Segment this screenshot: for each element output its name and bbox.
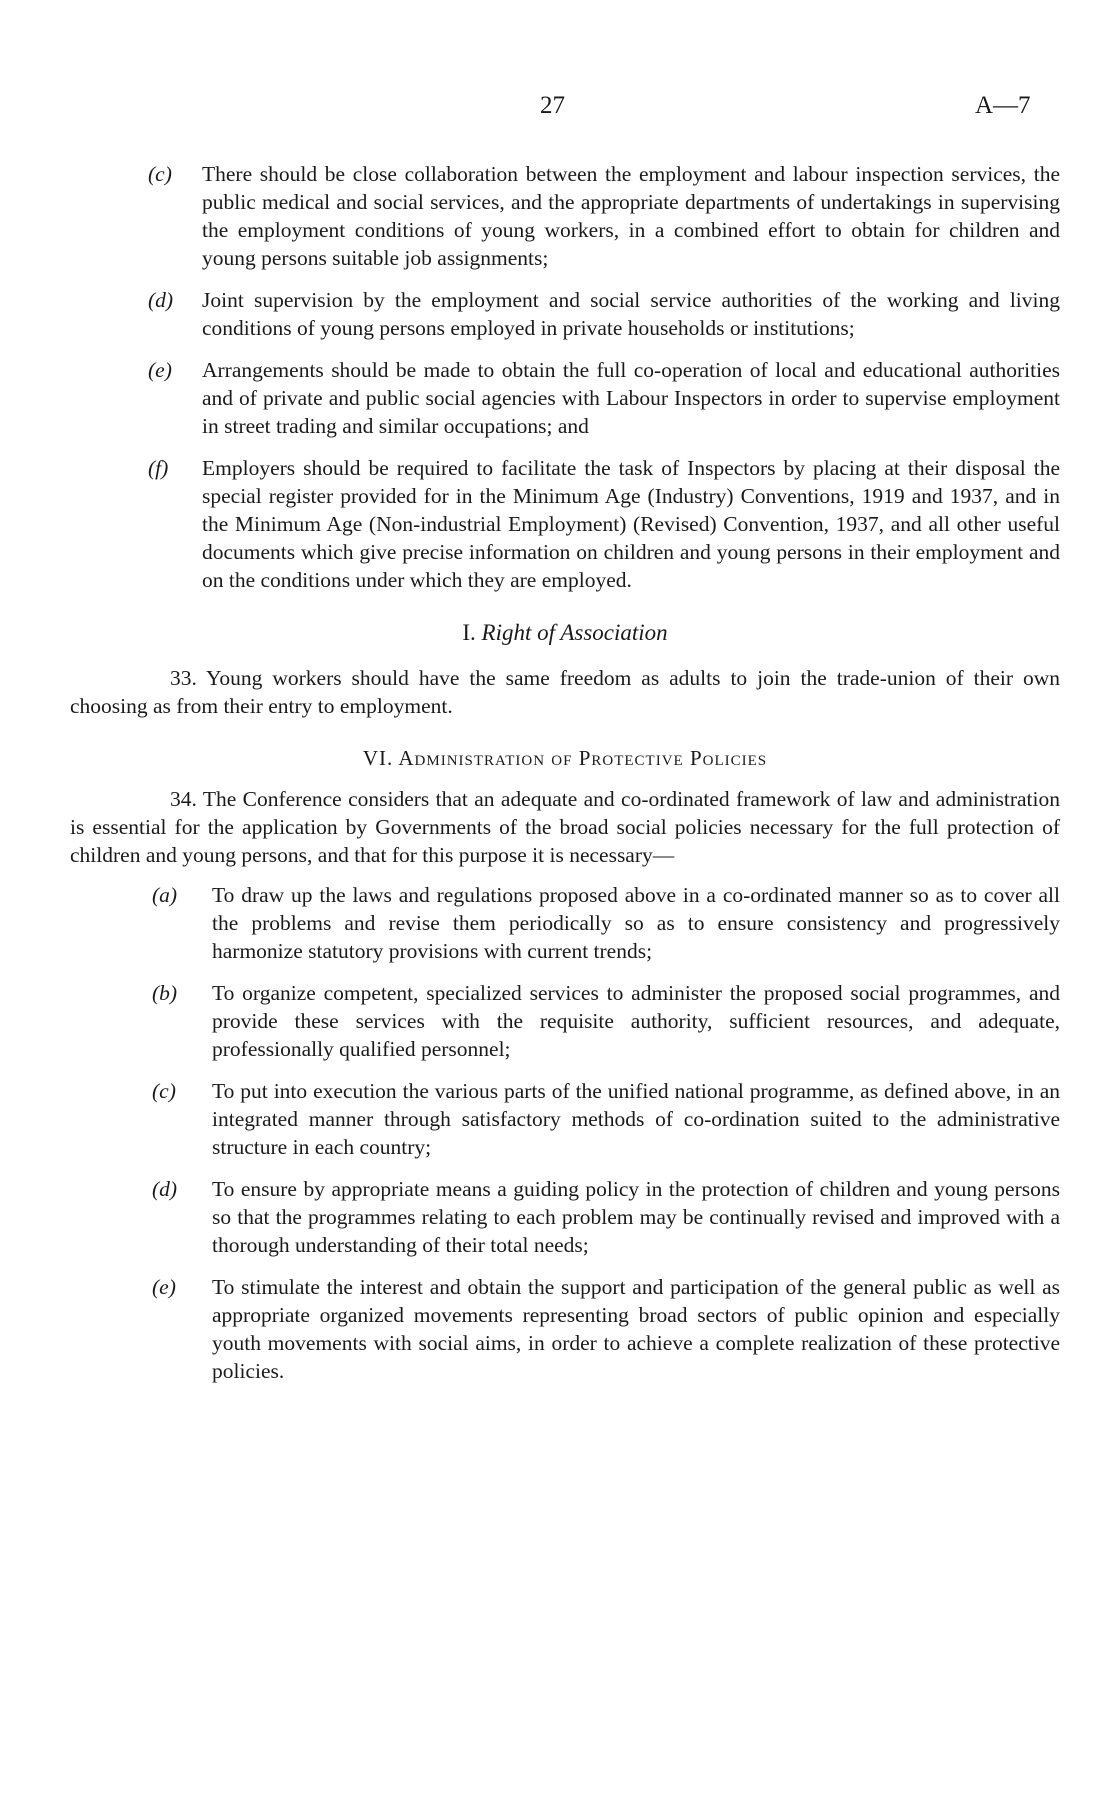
list-item [70, 160, 1060, 272]
item-label: (e) [152, 1275, 176, 1299]
item-label: (f) [148, 456, 169, 480]
list-item [70, 356, 1060, 440]
section-number: I. [462, 620, 476, 645]
item-text: To put into execution the various parts of the unified national programme, as defined above, in an integrated manner through satisfactory methods of co-ordination suited to the administrative structure in each country; [212, 1079, 1060, 1159]
item-text: There should be close collaboration between the employment and labour inspection services, the public medical and social services, and the appropriate departments of undertakings in supervising the employment conditions of young workers, in a combined effort to obtain for children and young persons suitable job assignments; [202, 162, 1060, 270]
list-bottom [70, 881, 1060, 1385]
paragraph-34: 34. The Conference considers that an adequate and co-ordinated framework of law and administration is essential for the application by Governments of the broad social policies necessary for the full protection of children and young persons, and that for this purpose it is necessary— [70, 787, 1060, 867]
item-label: (d) [152, 1177, 178, 1201]
list-item [70, 979, 1060, 1063]
item-text: To stimulate the interest and obtain the support and participation of the general public as well as appropriate organized movements representing broad sectors of public opinion and especially youth movements with social aims, in order to achieve a complete realization of these protective policies. [212, 1275, 1060, 1383]
document-body [70, 160, 1060, 1399]
item-label: (e) [148, 358, 172, 382]
paragraph-33: 33. Young workers should have the same freedom as adults to join the trade-union of their own choosing as from their entry to employment. [70, 666, 1060, 718]
list-item [70, 454, 1060, 594]
series-code: A—7 [975, 92, 1031, 119]
item-label: (c) [148, 162, 172, 186]
section-title: Right of Association [481, 620, 668, 645]
item-label: (c) [152, 1079, 176, 1103]
list-item [70, 881, 1060, 965]
item-label: (a) [152, 883, 178, 907]
item-text: To ensure by appropriate means a guiding policy in the protection of children and young persons so that the programmes relating to each problem may be continually revised and improved with a thorough understanding of their total needs; [212, 1177, 1060, 1257]
list-item [70, 1077, 1060, 1161]
list-item [70, 1175, 1060, 1259]
section-heading-administration: VI. Administration of Protective Policies [362, 746, 768, 770]
list-top [70, 160, 1060, 594]
item-text: To organize competent, specialized services to administer the proposed social programmes, and provide these services with the requisite authority, sufficient resources, and adequate, professionally qualified personnel; [212, 981, 1060, 1061]
item-label: (b) [152, 981, 178, 1005]
page-header [0, 92, 1114, 122]
section-heading-right-of-association [70, 620, 1060, 646]
item-text: Employers should be required to facilitate the task of Inspectors by placing at their disposal the special register provided for in the Minimum Age (Industry) Conventions, 1919 and 1937, and in the Minimum Age (Non-industrial Employment) (Revised) Convention, 1937, and all other useful documents which give precise information on children and young persons in their employment and on the conditions under which they are employed. [202, 456, 1060, 592]
item-text: To draw up the laws and regulations proposed above in a co-ordinated manner so as to cover all the problems and revise them periodically so as to ensure consistency and progressively harmonize statutory provisions with current trends; [212, 883, 1060, 963]
item-text: Joint supervision by the employment and social service authorities of the working and living conditions of young persons employed in private households or institutions; [202, 288, 1060, 340]
item-text: Arrangements should be made to obtain the full co-operation of local and educational authorities and of private and public social agencies with Labour Inspectors in order to supervise employment in street trading and similar occupations; and [202, 358, 1060, 438]
list-item [70, 286, 1060, 342]
item-label: (d) [148, 288, 174, 312]
list-item [70, 1273, 1060, 1385]
page-number: 27 [540, 92, 565, 119]
